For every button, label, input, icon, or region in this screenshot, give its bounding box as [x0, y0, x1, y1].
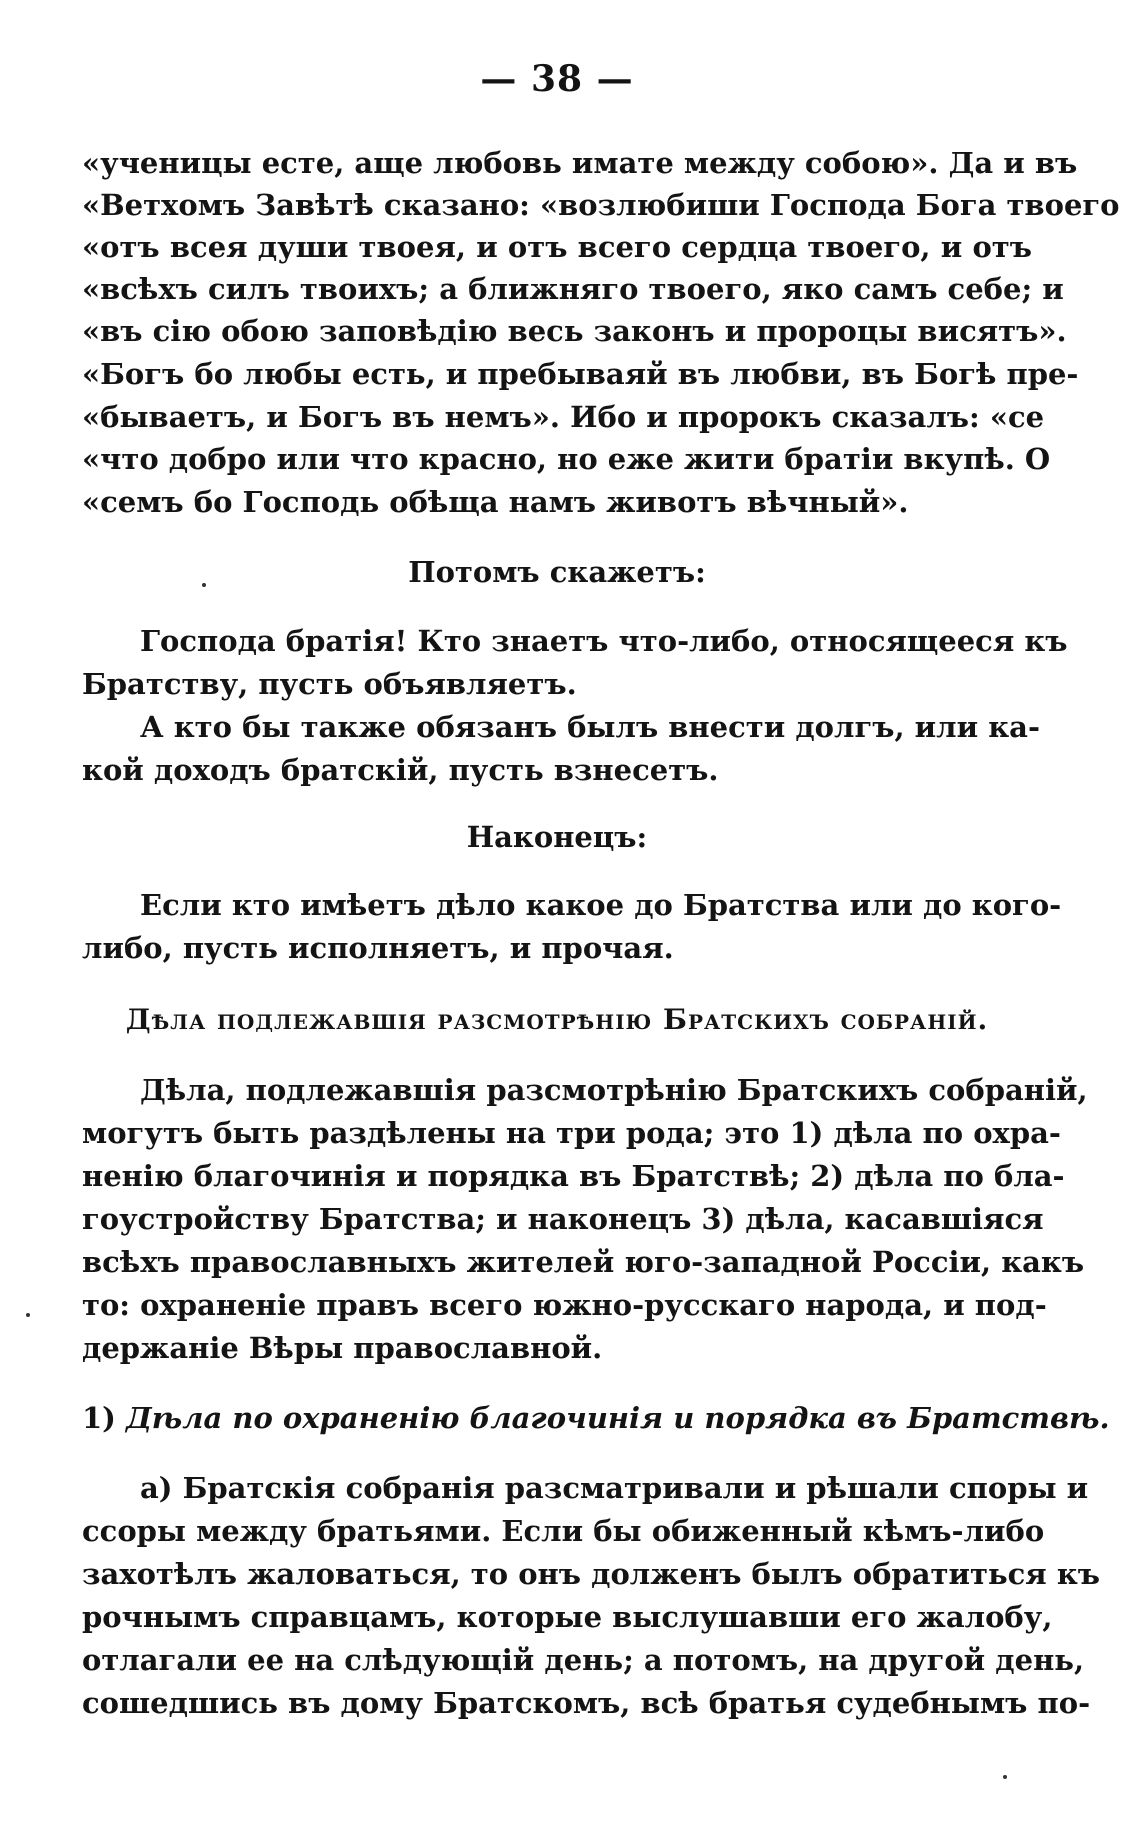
text-line: Братству, пусть объявляетъ.	[82, 667, 577, 701]
section-title: Дѣла подлежавшія разсмотрѣнію Братскихъ собраній.	[125, 1003, 989, 1036]
text-line: то: охраненіе правъ всего южно-русскаго народа, и под-	[82, 1288, 1047, 1322]
subsection-title: Дѣла по охраненію благочинія и порядка въ Братствѣ.	[126, 1401, 1110, 1435]
text-line: отлагали ее на слѣдующій день; а потомъ, на другой день,	[82, 1643, 1085, 1677]
text-line: гоустройству Братства; и наконецъ 3) дѣла, касавшіяся	[82, 1202, 1044, 1236]
text-line: «отъ всея души твоея, и отъ всего сердца твоего, и отъ	[82, 230, 1032, 264]
text-line: ненію благочинія и порядка въ Братствѣ; 2) дѣла по бла-	[82, 1159, 1065, 1193]
subheading-then: Потомъ скажетъ:	[408, 555, 706, 589]
text-line: А кто бы также обязанъ былъ внести долгъ, или ка-	[140, 710, 1041, 744]
text-line: кой доходъ братскій, пусть взнесетъ.	[82, 753, 719, 787]
text-line: всѣхъ православныхъ жителей юго-западной Россіи, какъ	[82, 1245, 1085, 1279]
text-line: «семъ бо Господь обѣща намъ животъ вѣчный».	[82, 485, 909, 519]
text-line: «всѣхъ силъ твоихъ; а ближняго твоего, яко самъ себе; и	[82, 272, 1064, 306]
print-speck	[202, 583, 206, 587]
text-line: Господа братія! Кто знаетъ что-либо, относящееся къ	[140, 624, 1068, 658]
book-page	[82, 0, 1120, 1833]
text-line: либо, пусть исполняетъ, и прочая.	[82, 931, 674, 965]
print-speck	[1003, 1775, 1007, 1779]
text-line: «въ сію обою заповѣдію весь законъ и пророцы висятъ».	[82, 314, 1067, 348]
text-line: ссоры между братьями. Если бы обиженный кѣмъ-либо	[82, 1514, 1045, 1548]
subsection-heading	[82, 1396, 1110, 1440]
print-speck	[26, 1313, 30, 1317]
text-line: «что добро или что красно, но еже жити братіи вкупѣ. О	[82, 442, 1051, 476]
text-line: захотѣлъ жаловаться, то онъ долженъ былъ обратиться къ	[82, 1557, 1101, 1591]
text-line: держаніе Вѣры православной.	[82, 1331, 603, 1365]
text-line: рочнымъ справцамъ, которые выслушавши его жалобу,	[82, 1600, 1053, 1634]
text-line: «Ветхомъ Завѣтѣ сказано: «возлюбиши Господа Бога твоего	[82, 188, 1120, 222]
text-line: а) Братскія собранія разсматривали и рѣшали споры и	[140, 1471, 1089, 1505]
text-line: могутъ быть раздѣлены на три рода; это 1) дѣла по охра-	[82, 1116, 1061, 1150]
subheading-finally: Наконецъ:	[466, 820, 648, 854]
text-line: «ученицы есте, аще любовь имате между собою». Да и въ	[82, 146, 1078, 180]
page-number: — 38 —	[480, 58, 634, 100]
text-line: сошедшись въ дому Братскомъ, всѣ братья судебнымъ по-	[82, 1686, 1091, 1720]
text-line: Если кто имѣетъ дѣло какое до Братства или до кого-	[140, 888, 1062, 922]
text-line: Дѣла, подлежавшія разсмотрѣнію Братскихъ собраній,	[140, 1073, 1088, 1107]
text-line: «Богъ бо любы есть, и пребываяй въ любви, въ Богѣ пре-	[82, 357, 1079, 391]
subsection-number: 1)	[82, 1401, 116, 1435]
text-line: «бываетъ, и Богъ въ немъ». Ибо и пророкъ сказалъ: «се	[82, 400, 1045, 434]
